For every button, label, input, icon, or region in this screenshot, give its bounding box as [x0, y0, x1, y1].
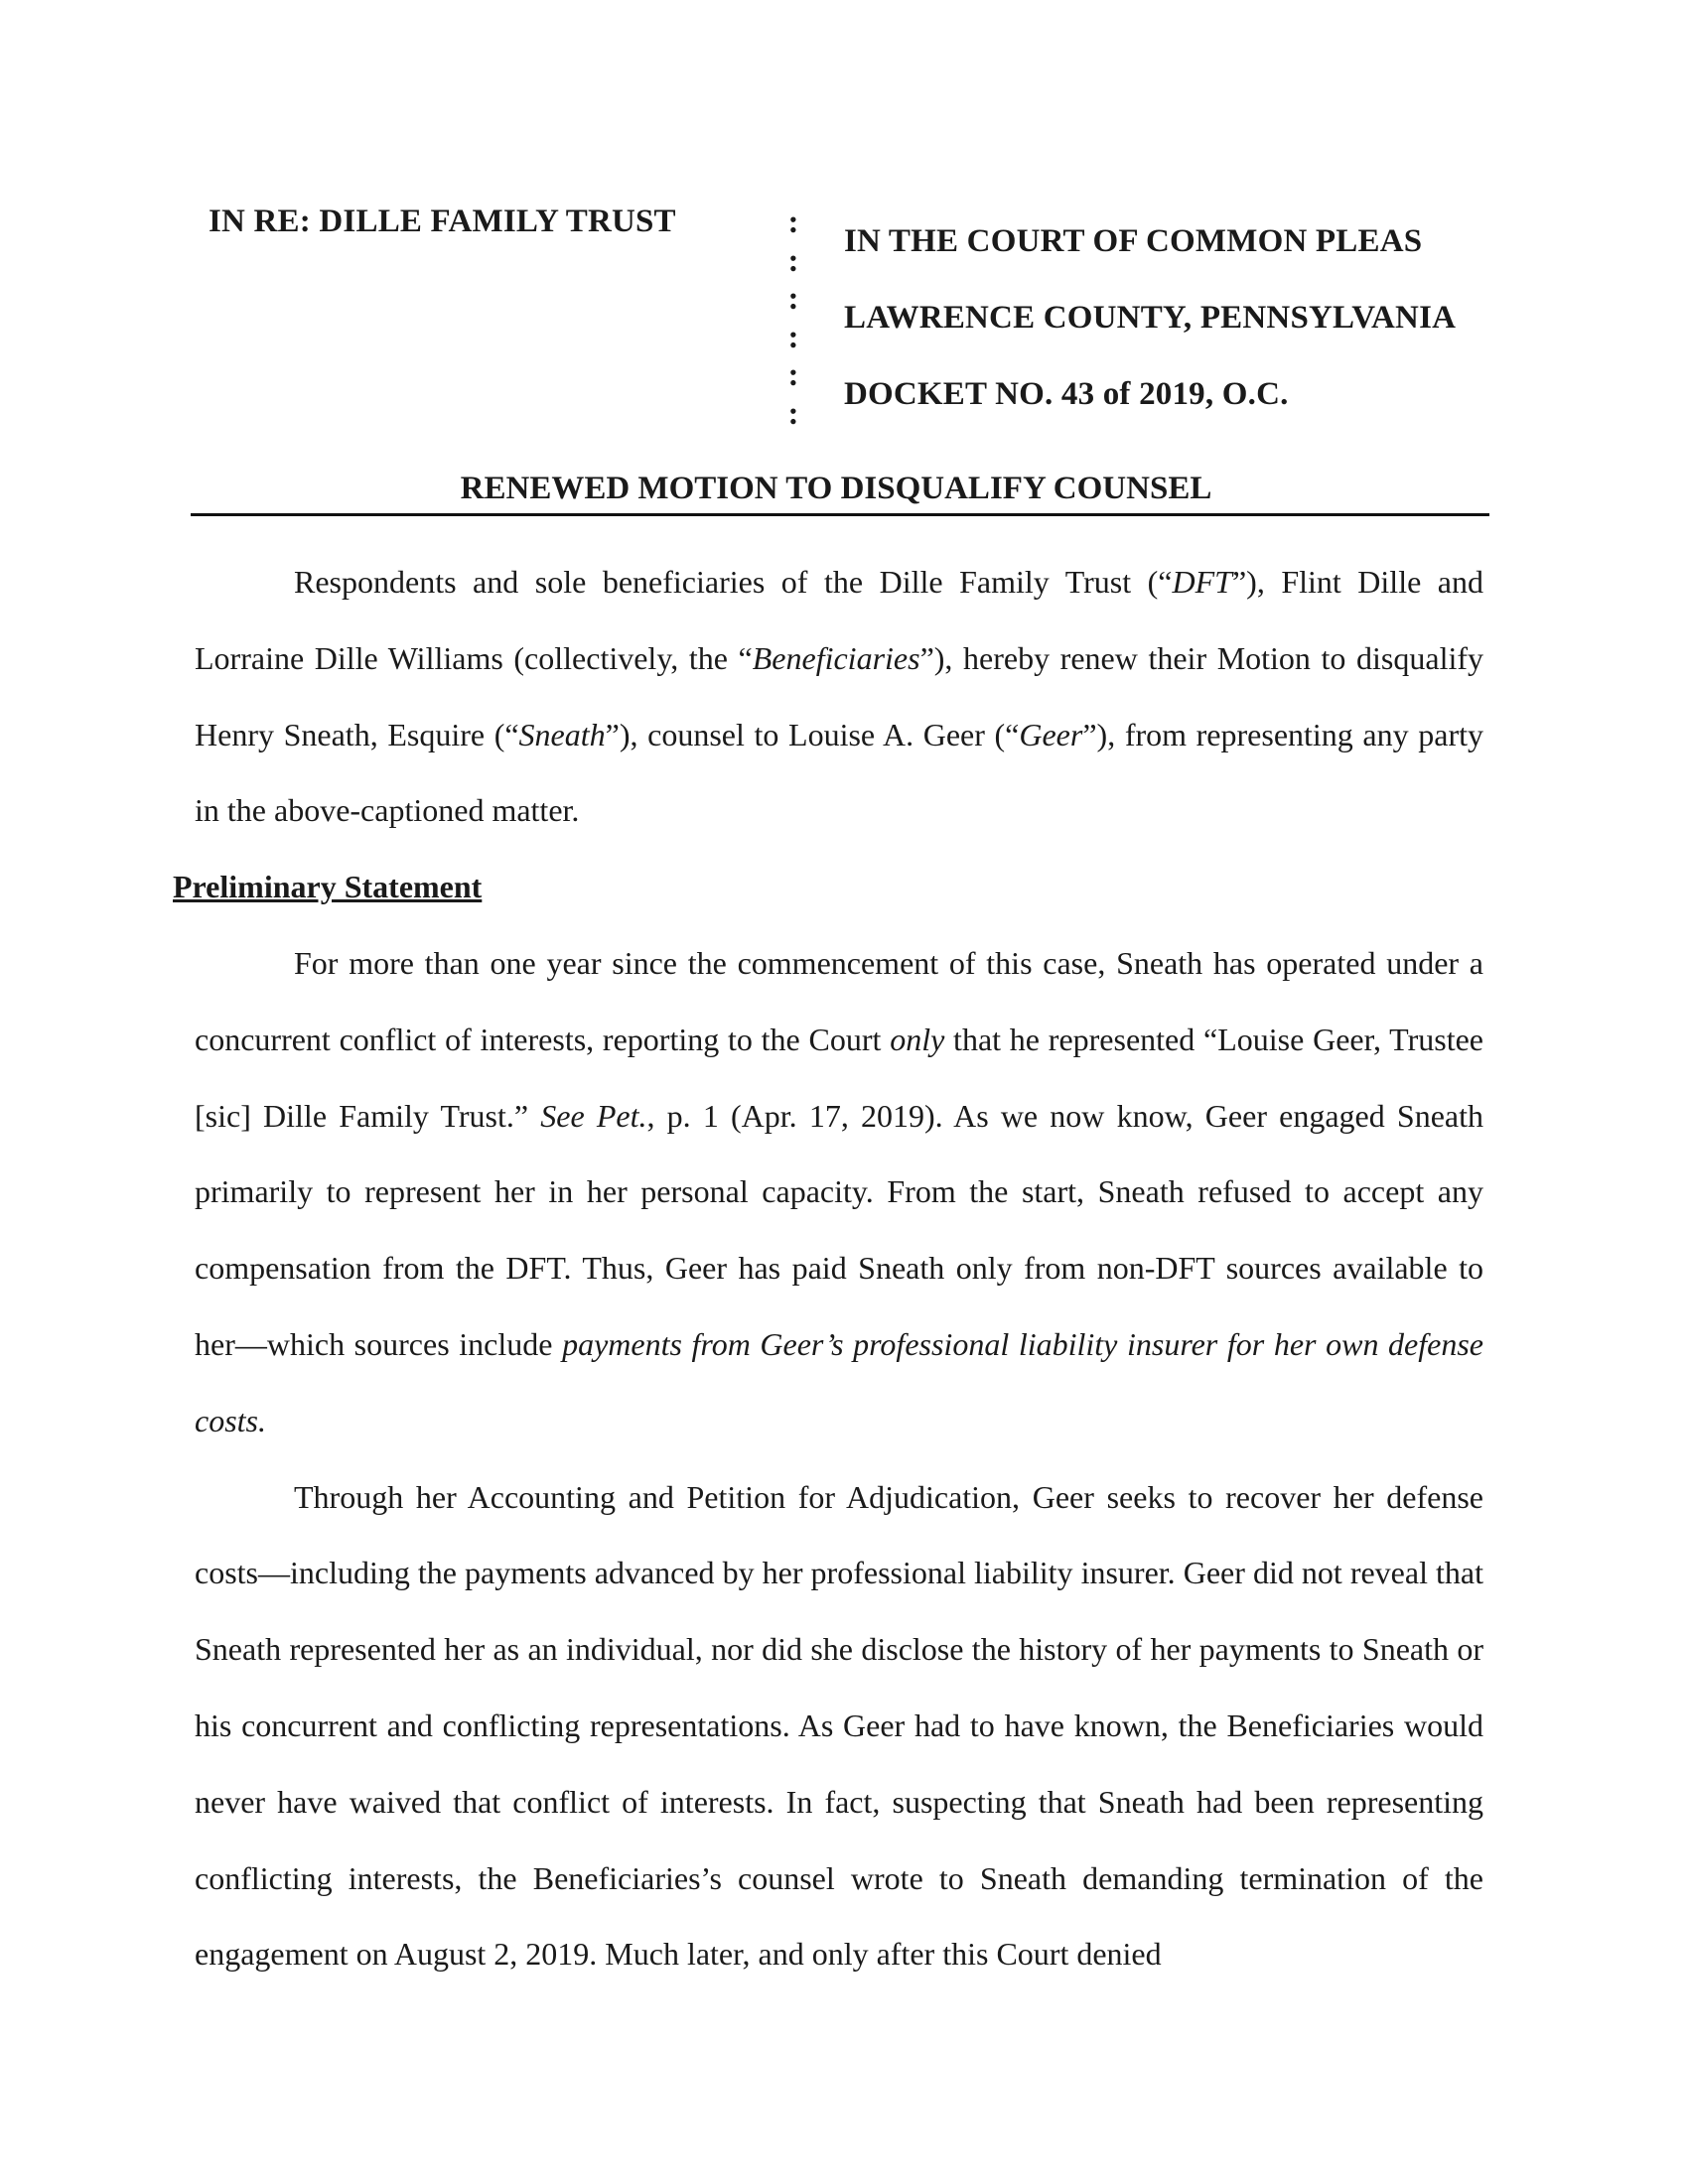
defined-term: Geer	[1019, 716, 1083, 752]
caption-colon: :	[787, 319, 799, 355]
intro-text: ”), from representing any party in the above-captioned matter.	[195, 716, 1483, 829]
intro-text: ”), Flint Dille and Lorraine Dille Williams (collectively, the “	[195, 564, 1484, 676]
caption-colon: :	[787, 281, 799, 317]
case-caption-title: IN RE: DILLE FAMILY TRUST	[209, 204, 676, 239]
section-heading	[173, 849, 1483, 925]
emphasis-text: only	[890, 1021, 945, 1057]
document-body	[173, 544, 1484, 1992]
defined-term: DFT	[1172, 564, 1232, 600]
document-title-text: RENEWED MOTION TO DISQUALIFY COUNSEL	[460, 471, 1212, 506]
body-paragraph-1	[195, 925, 1483, 1459]
caption-colon: :	[787, 242, 799, 279]
intro-paragraph	[195, 544, 1483, 849]
caption-colon: :	[787, 205, 799, 240]
section-heading-text: Preliminary Statement	[173, 869, 483, 905]
intro-text: ”), hereby renew their Motion to disqualify Henry Sneath, Esquire (“	[195, 639, 1484, 752]
paragraph-text: For more than one year since the commencement of this case, Sneath has operated under a concurrent conflict of interests, reporting to the Court	[195, 944, 1483, 1057]
emphasis-text: payments from Geer’s professional liability insurer for her own defense costs.	[195, 1325, 1484, 1438]
defined-term: Sneath	[518, 716, 606, 752]
defined-term: Beneficiaries	[752, 639, 920, 676]
intro-text: Respondents and sole beneficiaries of the Dille Family Trust (“	[294, 564, 1173, 600]
paragraph-text: that he represented “Louise Geer, Trustee [sic] Dille Family Trust.”	[195, 1021, 1484, 1134]
body-paragraph-2: Through her Accounting and Petition for Adjudication, Geer seeks to recover her defense costs—including the payments advanced by her professional liability insurer. Geer did not reveal that Sneath represented her as an individual, nor did she disclose the history of her payments to Sneath or his concurrent and conflicting representations. As Geer had to have known, the Beneficiaries would never have waived that conflict of interests. In fact, suspecting that Sneath had been representing conflicting interests, the Beneficiaries’s counsel wrote to Sneath demanding termination of the engagement on August 2, 2019. Much later, and only after this Court denied	[195, 1478, 1483, 1973]
document-title	[191, 471, 1489, 507]
title-rule	[191, 513, 1489, 516]
court-caption	[844, 204, 1456, 433]
caption-colon: :	[787, 357, 799, 393]
court-county: LAWRENCE COUNTY, PENNSYLVANIA	[844, 300, 1457, 336]
caption-colon-column	[778, 204, 808, 433]
intro-text: ”), counsel to Louise A. Geer (“	[605, 716, 1020, 752]
citation-text: See Pet.	[540, 1097, 647, 1134]
court-name: IN THE COURT OF COMMON PLEAS	[844, 223, 1423, 259]
caption-colon: :	[787, 395, 799, 432]
paragraph-text: , p. 1 (Apr. 17, 2019). As we now know, Geer engaged Sneath primarily to represent her in her personal capacity. From the start, Sneath refused to accept any compensation from the DFT. Thus, Geer has paid Sneath only from non-DFT sources available to her—which sources include	[195, 1097, 1484, 1362]
docket-number: DOCKET NO. 43 of 2019, O.C.	[844, 376, 1289, 412]
